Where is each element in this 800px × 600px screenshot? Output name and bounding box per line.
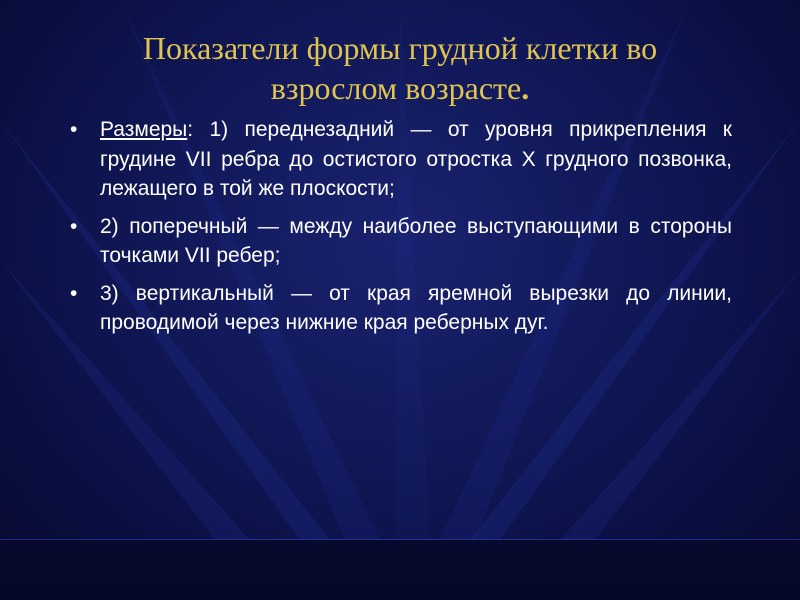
bullet-text: 3) вертикальный — от края яремной вырезки до линии, проводимой через нижние края реберных дуг. xyxy=(100,281,732,334)
slide-title xyxy=(60,28,740,108)
bullet-icon: • xyxy=(70,118,78,141)
bullet-list xyxy=(70,115,732,346)
bullet-text: 2) поперечный — между наиболее выступающими в стороны точками VII ребер; xyxy=(100,214,732,267)
bottom-band xyxy=(0,540,800,600)
list-item xyxy=(70,212,732,271)
list-item xyxy=(70,115,732,204)
bullet-label: Размеры xyxy=(100,118,188,141)
list-item xyxy=(70,279,732,338)
title-period: . xyxy=(521,70,530,106)
bullet-icon: • xyxy=(70,214,78,238)
title-line-1: Показатели формы грудной клетки во xyxy=(142,30,658,66)
bullet-text: : 1) переднезадний — от уровня прикрепления к грудине VII ребра до остистого отростка X грудного позвонка, лежащего в той же плоскости; xyxy=(100,118,732,200)
title-line-2: взрослом возрасте xyxy=(270,70,522,106)
bullet-icon: • xyxy=(70,281,78,305)
